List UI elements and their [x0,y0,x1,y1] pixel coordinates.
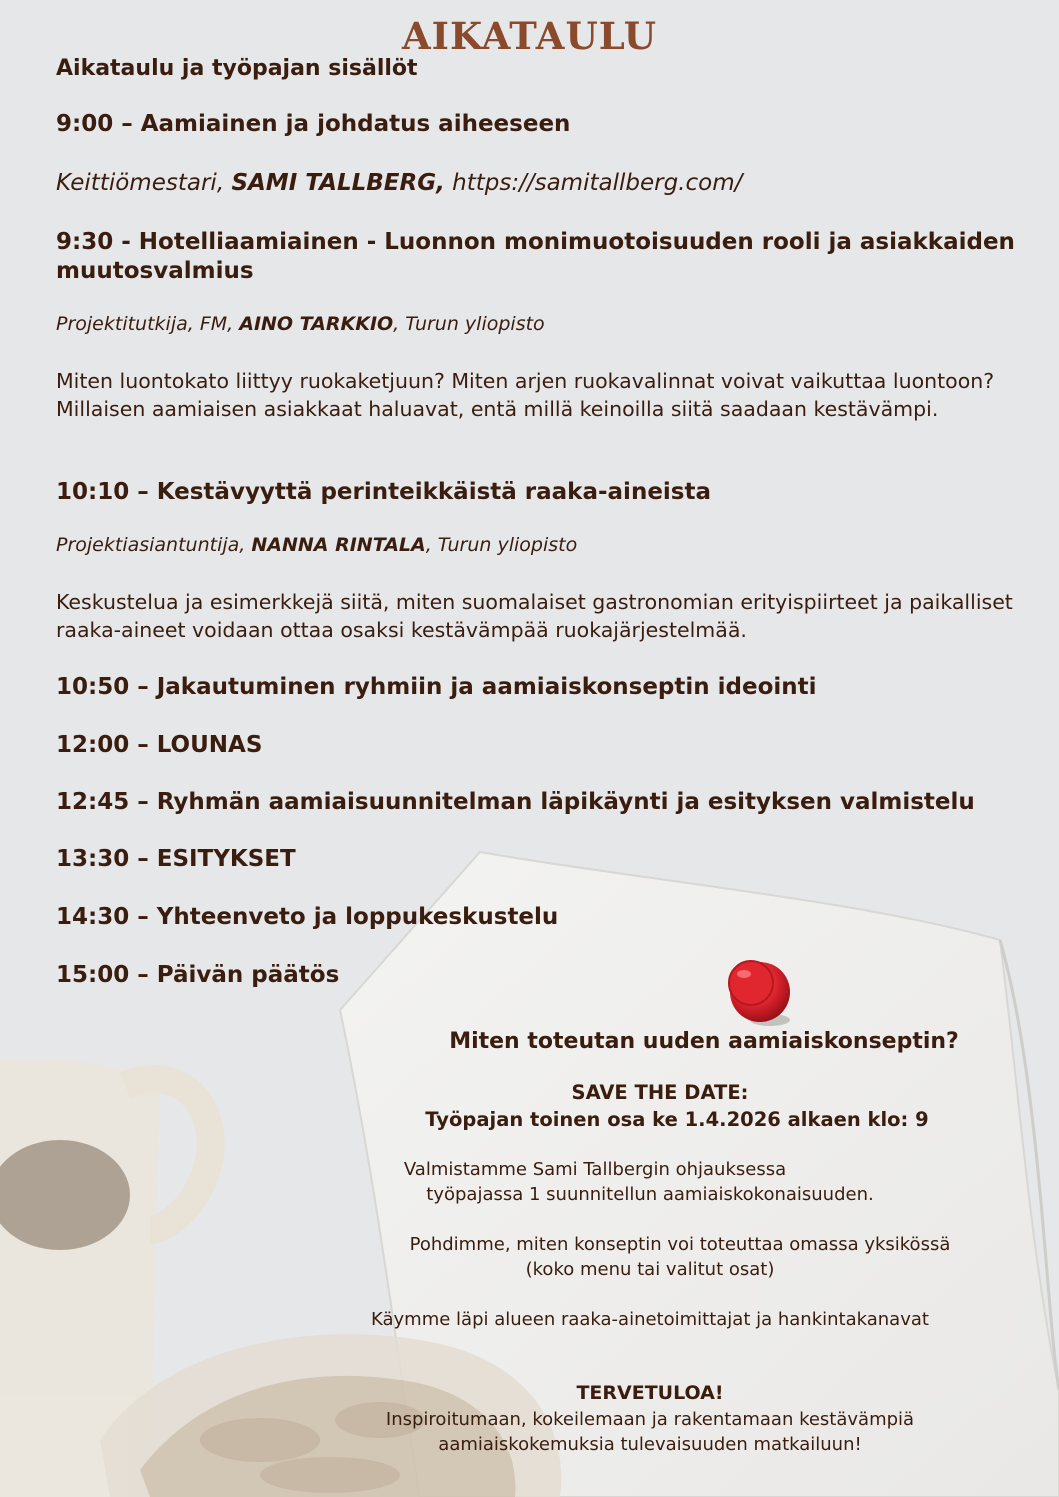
session-heading: 9:30 - Hotelliaamiainen - Luonnon monimuotoisuuden rooli ja asiakkaiden [56,229,1015,255]
session-heading: 10:50 – Jakautuminen ryhmiin ja aamiaiskonseptin ideointi [56,674,817,700]
speaker-role: Keittiömestari [56,170,217,196]
session-heading-continued: muutosvalmius [56,258,254,284]
closing-text: aamiaiskokemuksia tulevaisuuden matkailuun! [438,1434,862,1455]
speaker-website: https://samitallberg.com/ [452,170,743,196]
speaker-affiliation: , Turun yliopisto [425,534,578,556]
session-description: Keskustelua ja esimerkkejä siitä, miten suomalaiset gastronomian erityispiirteet ja paikalliset raaka-aineet voidaan ottaa osaksi kestävämpää ruokajärjestelmää. [56,590,1013,642]
speaker-name: AINO TARKKIO [239,313,394,335]
welcome-heading: TERVETULOA! [576,1382,724,1404]
save-the-date: SAVE THE DATE: [571,1081,749,1104]
note-paragraph: Käymme läpi alueen raaka-ainetoimittajat ja hankintakanavat [371,1309,929,1330]
note-question: Miten toteutan uuden aamiaiskonseptin? [449,1029,959,1054]
speaker-role: Projektitutkija, FM, [56,313,234,335]
session-heading: 15:00 – Päivän päätös [56,962,340,988]
speaker-affiliation: , Turun yliopisto [393,313,545,335]
note-paragraph: Valmistamme Sami Tallbergin ohjauksessa [403,1159,787,1180]
second-part-date: Työpajan toinen osa ke 1.4.2026 alkaen klo: 9 [425,1108,929,1131]
speaker-line [56,534,577,556]
speaker-name: SAMI TALLBERG, [231,170,445,196]
speaker-line [56,313,545,335]
note-paragraph: työpajassa 1 suunnitellun aamiaiskokonaisuuden. [426,1184,874,1205]
session-heading: 9:00 – Aamiainen ja johdatus aiheeseen [56,111,571,137]
closing-text: Inspiroitumaan, kokeilemaan ja rakentamaan kestävämpiä [385,1409,915,1430]
speaker-line: Keittiömestari, SAMI TALLBERG, https://samitallberg.com/ [56,170,743,196]
note-paragraph: (koko menu tai valitut osat) [525,1259,775,1280]
page-subtitle: Aikataulu ja työpajan sisällöt [56,56,418,81]
speaker-name: NANNA RINTALA [251,534,426,556]
session-heading: 10:10 – Kestävyyttä perinteikkäistä raaka-aineista [56,479,712,505]
page-title: AIKATAULU [401,14,658,58]
session-heading: 13:30 – ESITYKSET [56,846,296,872]
session-heading: 12:45 – Ryhmän aamiaisuunnitelman läpikäynti ja esityksen valmistelu [56,789,975,815]
speaker-role: Projektiasiantuntija, [56,534,246,556]
session-description: Miten luontokato liittyy ruokaketjuun? Miten arjen ruokavalinnat voivat vaikuttaa luontoon? Millaisen aamiaisen asiakkaat haluavat, entä millä keinoilla siitä saadaan kestävämpi. [56,369,995,421]
note-paragraph: Pohdimme, miten konseptin voi toteuttaa omassa yksikössä [409,1234,951,1255]
session-heading: 14:30 – Yhteenveto ja loppukeskustelu [56,904,559,930]
session-heading: 12:00 – LOUNAS [56,732,263,758]
